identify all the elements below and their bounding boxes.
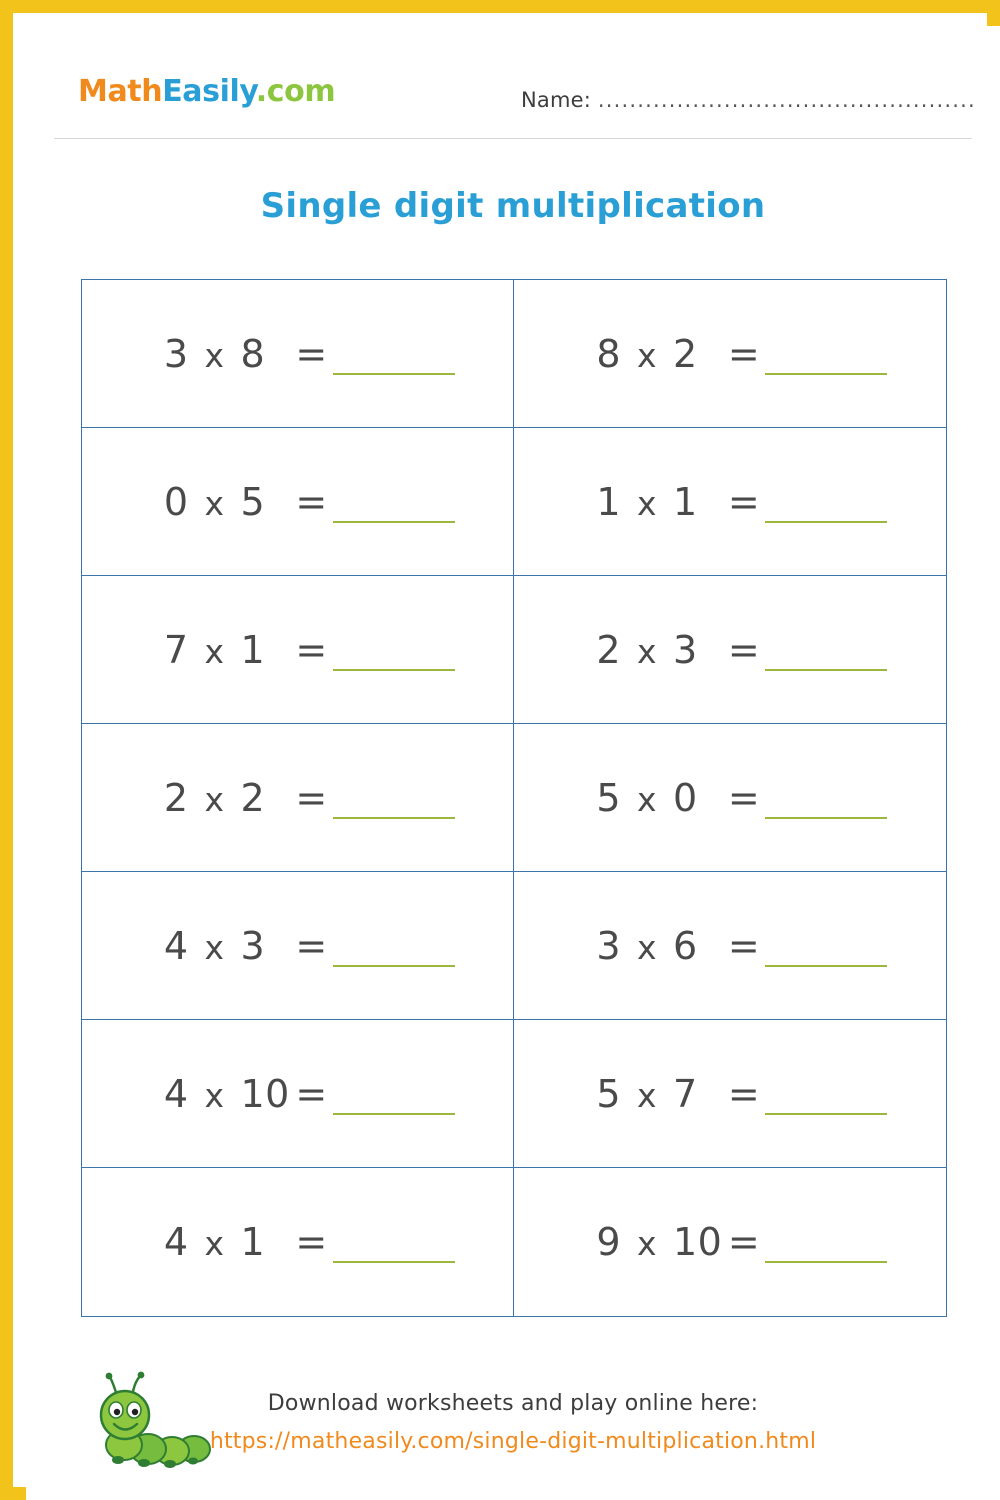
equals-sign: = — [295, 627, 328, 672]
problem-expression — [82, 1220, 513, 1264]
operand-b: 3 — [240, 923, 266, 968]
operand-b: 7 — [673, 1071, 698, 1116]
problem-cell — [82, 280, 514, 428]
equals-sign: = — [727, 331, 761, 376]
equals-sign: = — [295, 479, 328, 524]
problem-expression — [514, 628, 946, 672]
answer-blank[interactable] — [765, 1231, 887, 1263]
operand-a: 7 — [163, 627, 189, 672]
name-input-line[interactable]: ................................................ — [597, 88, 976, 112]
problem-expression — [82, 628, 513, 672]
problem-expression — [514, 1072, 946, 1116]
problem-cell — [514, 724, 946, 872]
answer-blank[interactable] — [765, 639, 887, 671]
problem-expression — [82, 332, 513, 376]
equals-sign: = — [295, 775, 328, 820]
operand-a: 4 — [163, 923, 189, 968]
multiplication-sign: x — [636, 631, 658, 671]
problem-expression — [514, 480, 946, 524]
problem-expression — [514, 332, 946, 376]
equals-sign: = — [295, 1220, 328, 1264]
equals-sign: = — [727, 1220, 761, 1264]
multiplication-sign: x — [204, 483, 225, 523]
problem-expression — [514, 776, 946, 820]
problem-cell — [514, 280, 946, 428]
multiplication-sign: x — [636, 483, 658, 523]
name-field[interactable] — [521, 88, 976, 112]
problems-grid — [81, 279, 947, 1317]
operand-a: 5 — [596, 775, 621, 820]
operand-b: 1 — [240, 1220, 266, 1264]
operand-a: 0 — [163, 479, 189, 524]
operand-a: 4 — [163, 1071, 189, 1116]
equals-sign: = — [727, 1071, 761, 1116]
operand-a: 4 — [163, 1220, 189, 1264]
problem-expression — [82, 924, 513, 968]
operand-b: 2 — [673, 331, 698, 376]
problem-expression — [514, 1220, 946, 1264]
problem-cell — [514, 1168, 946, 1316]
page-title: Single digit multiplication — [260, 186, 766, 226]
multiplication-sign: x — [636, 1075, 658, 1115]
logo-part-math: Math — [78, 74, 163, 109]
answer-blank[interactable] — [333, 787, 455, 819]
equals-sign: = — [727, 627, 761, 672]
multiplication-sign: x — [204, 1075, 225, 1115]
problem-cell — [82, 1020, 514, 1168]
equals-sign: = — [727, 775, 761, 820]
answer-blank[interactable] — [333, 1231, 455, 1263]
problem-cell — [514, 428, 946, 576]
equals-sign: = — [727, 923, 761, 968]
problem-expression — [82, 776, 513, 820]
operand-a: 9 — [596, 1220, 621, 1264]
header-divider — [54, 138, 972, 139]
problem-cell — [514, 872, 946, 1020]
problem-cell — [82, 428, 514, 576]
footer-url[interactable]: https://matheasily.com/single-digit-multiplication.html — [209, 1429, 817, 1454]
answer-blank[interactable] — [765, 343, 887, 375]
operand-b: 8 — [240, 331, 266, 376]
operand-a: 2 — [596, 627, 621, 672]
multiplication-sign: x — [204, 335, 225, 375]
operand-a: 1 — [596, 479, 621, 524]
operand-b: 3 — [673, 627, 698, 672]
problem-cell — [514, 576, 946, 724]
operand-b: 5 — [240, 479, 266, 524]
answer-blank[interactable] — [765, 787, 887, 819]
equals-sign: = — [295, 1071, 328, 1116]
page-header — [26, 26, 1000, 138]
operand-b: 1 — [240, 627, 266, 672]
multiplication-sign: x — [636, 779, 658, 819]
footer-text: Download worksheets and play online here: — [267, 1391, 759, 1416]
caterpillar-icon — [88, 1369, 218, 1469]
operand-b: 6 — [673, 923, 698, 968]
problem-cell — [514, 1020, 946, 1168]
operand-a: 3 — [163, 331, 189, 376]
operand-a: 3 — [596, 923, 621, 968]
page-footer — [26, 1341, 1000, 1481]
worksheet-sheet — [26, 26, 1000, 1500]
answer-blank[interactable] — [765, 491, 887, 523]
logo-part-easily: Easily — [162, 74, 256, 109]
multiplication-sign: x — [204, 1224, 225, 1263]
multiplication-sign: x — [636, 1224, 658, 1263]
multiplication-sign: x — [636, 927, 658, 967]
problem-expression — [82, 1072, 513, 1116]
problem-expression — [82, 480, 513, 524]
problem-cell — [82, 724, 514, 872]
multiplication-sign: x — [204, 927, 225, 967]
site-logo — [78, 74, 335, 109]
multiplication-sign: x — [204, 631, 225, 671]
answer-blank[interactable] — [765, 1083, 887, 1115]
logo-part-com: .com — [255, 74, 336, 109]
answer-blank[interactable] — [765, 935, 887, 967]
operand-b: 10 — [673, 1220, 723, 1264]
operand-a: 8 — [596, 331, 621, 376]
problem-cell — [82, 1168, 514, 1316]
equals-sign: = — [727, 479, 761, 524]
operand-b: 2 — [240, 775, 266, 820]
equals-sign: = — [295, 331, 328, 376]
answer-blank[interactable] — [333, 935, 455, 967]
operand-b: 10 — [240, 1071, 290, 1116]
answer-blank[interactable] — [333, 639, 455, 671]
operand-a: 2 — [163, 775, 189, 820]
operand-b: 0 — [673, 775, 698, 820]
problem-cell — [82, 576, 514, 724]
multiplication-sign: x — [204, 779, 225, 819]
answer-blank[interactable] — [333, 1083, 455, 1115]
operand-a: 5 — [596, 1071, 621, 1116]
answer-blank[interactable] — [333, 491, 455, 523]
problem-expression — [514, 924, 946, 968]
problem-cell — [82, 872, 514, 1020]
name-label: Name: — [521, 88, 592, 112]
operand-b: 1 — [673, 479, 698, 524]
multiplication-sign: x — [636, 335, 658, 375]
equals-sign: = — [295, 923, 328, 968]
answer-blank[interactable] — [333, 343, 455, 375]
